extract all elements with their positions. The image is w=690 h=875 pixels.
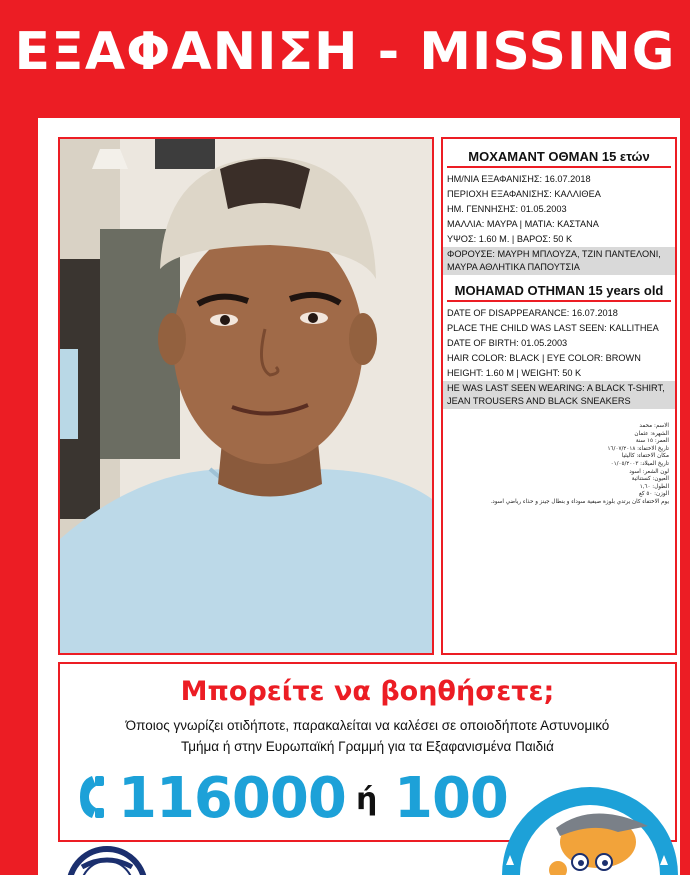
arabic-details bbox=[443, 423, 675, 507]
english-detail-line: PLACE THE CHILD WAS LAST SEEN: KALLITHEA bbox=[447, 323, 659, 333]
arabic-detail-line: تاريخ الاختفاء: ١٦/٠٧/٢٠١٨ bbox=[607, 445, 669, 452]
greek-detail-line: ΜΑΛΛΙΑ: ΜΑΥΡΑ | ΜΑΤΙΑ: ΚΑΣΤΑΝΑ bbox=[447, 219, 599, 229]
portrait-illustration bbox=[60, 139, 432, 653]
arabic-detail-line: العيون: كستنائية bbox=[631, 476, 669, 483]
arabic-detail-line: الشهرة: عثمان bbox=[634, 430, 669, 437]
arabic-detail-line: الاسم: محمد bbox=[639, 423, 669, 429]
arabic-detail-line: الطول: ١,٦٠ bbox=[639, 483, 669, 490]
arabic-detail-line: العمر: ١٥ سنة bbox=[635, 438, 669, 445]
phone-icon bbox=[78, 774, 110, 820]
english-detail-line: DATE OF BIRTH: 01.05.2003 bbox=[447, 338, 568, 348]
help-heading: Μπορείτε να βοηθήσετε; bbox=[180, 676, 555, 707]
greek-clothing-line: ΦΟΡΟΥΣΕ: ΜΑΥΡΗ ΜΠΛΟΥΖΑ, ΤΖΙΝ ΠΑΝΤΕΛΟΝΙ, ΜΑΥΡΑ ΑΘΛΗΤΙΚΑ ΠΑΠΟΥΤΣΙΑ bbox=[443, 247, 675, 275]
info-panel bbox=[441, 137, 677, 655]
help-instructions-line: Τμήμα ή στην Ευρωπαϊκή Γραμμή για τα Εξαφανισμένα Παιδιά bbox=[180, 739, 554, 754]
arabic-detail-line: لون الشعر: اسود bbox=[629, 468, 669, 475]
english-detail-line: HEIGHT: 1.60 M | WEIGHT: 50 K bbox=[447, 368, 582, 378]
arabic-detail-line: تاريخ الميلاد: ٠١/٠٥/٢٠٠٣ bbox=[610, 460, 669, 467]
divider bbox=[447, 166, 671, 168]
police-number[interactable]: 100 bbox=[394, 766, 508, 831]
red-frame-right bbox=[680, 118, 690, 875]
greek-detail-line: ΠΕΡΙΟΧΗ ΕΞΑΦΑΝΙΣΗΣ: ΚΑΛΛΙΘΕΑ bbox=[447, 189, 601, 199]
english-clothing-line: HE WAS LAST SEEN WEARING: A BLACK T-SHIRT, JEAN TROUSERS AND BLACK SNEAKERS bbox=[443, 381, 675, 409]
english-detail-line: HAIR COLOR: BLACK | EYE COLOR: BROWN bbox=[447, 353, 641, 363]
red-frame-left bbox=[0, 118, 38, 875]
arabic-detail-line: مكان الاختفاء: كاليثيا bbox=[621, 453, 669, 460]
or-word: ή bbox=[356, 782, 378, 817]
poster-title: ΕΞΑΦΑΝΙΣΗ - MISSING bbox=[14, 22, 676, 82]
greek-name-heading: ΜΟΧΑΜΑΝΤ ΟΘΜΑΝ 15 ετών bbox=[468, 149, 650, 164]
help-instructions-line: Όποιος γνωρίζει οτιδήποτε, παρακαλείται να καλέσει σε οποιοδήποτε Αστυνομικό bbox=[125, 718, 610, 733]
arabic-detail-line: الوزن: ٥٠ كغ bbox=[638, 491, 669, 498]
child-photo bbox=[58, 137, 434, 655]
hotline-number[interactable]: 116000 bbox=[118, 766, 346, 831]
greek-detail-line: ΗΜ. ΓΕΝΝΗΣΗΣ: 01.05.2003 bbox=[447, 204, 567, 214]
police-logo bbox=[62, 845, 152, 875]
arabic-detail-line: يوم الاختفاء كان يرتدي بلوزة صيفية سوداء و بنطال جينز و حذاء رياضي اسود. bbox=[490, 498, 669, 505]
divider bbox=[447, 300, 671, 302]
greek-detail-line: ΥΨΟΣ: 1.60 Μ. | ΒΑΡΟΣ: 50 Κ bbox=[447, 234, 573, 244]
english-detail-line: DATE OF DISAPPEARANCE: 16.07.2018 bbox=[447, 308, 618, 318]
english-name-heading: MOHAMAD OTHMAN 15 years old bbox=[454, 283, 664, 298]
smile-logo bbox=[498, 770, 678, 875]
greek-detail-line: ΗΜ/ΝΙΑ ΕΞΑΦΑΝΙΣΗΣ: 16.07.2018 bbox=[447, 174, 591, 184]
